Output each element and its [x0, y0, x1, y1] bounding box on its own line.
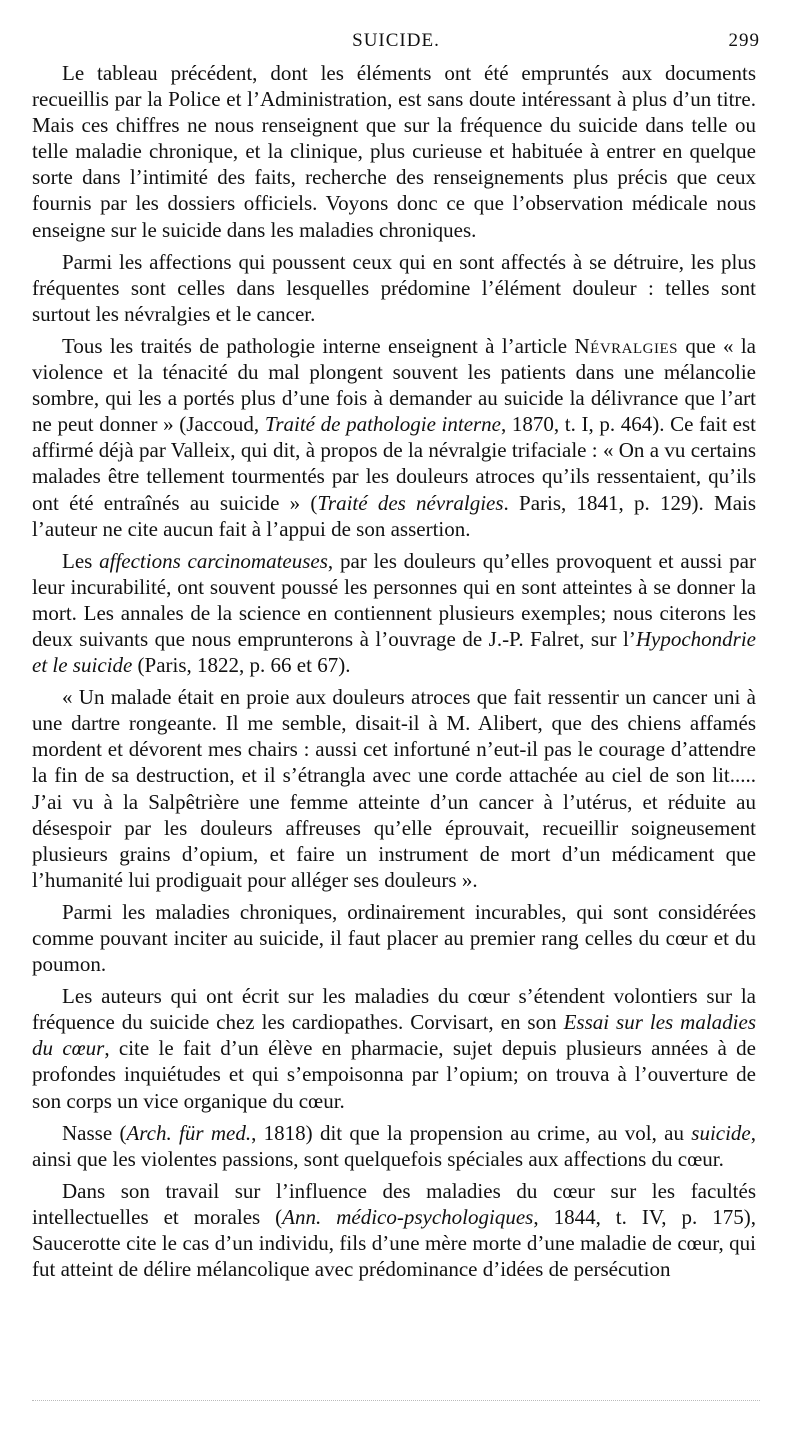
bottom-scan-artifact	[32, 1400, 760, 1405]
paragraph-6: Parmi les maladies chroniques, ordinairement incurables, qui sont considérées comme pouvant inciter au suicide, il faut placer au premier rang celles du cœur et du poumon.	[32, 899, 756, 977]
p8-term-suicide: suicide	[691, 1120, 751, 1145]
paragraph-9	[32, 1178, 756, 1282]
paragraph-5-quotation: « Un malade était en proie aux douleurs atroces que fait ressentir un cancer uni à une dartre rongeante. Il me semble, disait-il à M. Alibert, que des chiens affamés mordent et dévorent mes chairs : aussi cet infortuné n’eut-il pas le courage d’attendre la fin de sa destruction, et il s’étrangla avec une corde attachée au ciel de son lit..... J’ai vu à la Salpêtrière une femme atteinte d’un cancer à l’utérus, et réduite au désespoir par les douleurs affreuses qu’elle éprouvait, recueillir soigneusement plusieurs grains d’opium, et faire un instrument de mort d’un médicament que l’humanité lui prodiguait pour alléger ses douleurs ».	[32, 685, 756, 892]
p4-text-a: Les	[62, 548, 100, 573]
p8-text-c: , 1818) dit que la propension au crime, au vol, au	[251, 1120, 692, 1145]
p4-term-carcinomateuses: affections carcinomateuses	[99, 548, 328, 573]
p7-book-title-corvisart: Essai sur les maladies du cœur	[32, 1010, 756, 1061]
p3-text-g: . Paris, 1841, p. 129). Mais l’auteur ne cite aucun fait à l’appui de son assertion.	[32, 490, 757, 541]
p3-book-title-valleix: Traité des névralgies	[317, 490, 504, 515]
paragraph-2: Parmi les affections qui poussent ceux qui en sont affectés à se détruire, les plus fréquentes sont celles dans lesquelles prédomine l’élément douleur : telles sont surtout les névralgies et le cancer.	[32, 249, 756, 326]
p9-journal-title: Ann. médico-psychologiques	[282, 1204, 534, 1229]
p9-text-c: , 1844, t. IV, p. 175), Saucerotte cite le cas d’un individu, fils d’une mère morte d’une maladie de cœur, qui fut atteint de délire mélancolique avec prédominance d’idées de persécution	[32, 1204, 756, 1282]
paragraph-3	[32, 333, 756, 542]
paragraph-4	[32, 548, 756, 678]
p8-text-e: , ainsi que les violentes passions, sont quelquefois spéciales aux affections du cœur.	[32, 1120, 756, 1171]
p7-text-a: Les auteurs qui ont écrit sur les maladies du cœur s’étendent volontiers sur la fréquence du suicide chez les cardiopathes. Corvisart, en son	[32, 984, 756, 1035]
p4-text-e: (Paris, 1822, p. 66 et 67).	[132, 653, 351, 678]
p3-text-a: Tous les traités de pathologie interne enseignent à l’article	[62, 333, 575, 358]
paragraph-1: Le tableau précédent, dont les éléments ont été empruntés aux documents recueillis par la Police et l’Administration, est sans doute intéressant à plus d’un titre. Mais ces chiffres ne nous renseignent que sur la fréquence du suicide dans telle ou telle maladie chronique, et la clinique, plus curieuse et habituée à entrer en quelque sorte dans l’intimité des faits, recherche des renseignements plus précis que ceux fournis par les dossiers officiels. Voyons donc ce que l’observation médicale nous enseigne sur le suicide dans les maladies chroniques.	[32, 61, 756, 242]
p3-text-e: , 1870, t. I, p. 464). Ce fait est affirmé déjà par Valleix, qui dit, à propos de la névralgie trifaciale : « On a vu certains malades être tellement tourmentés par les douleurs atroces qu’ils ressentaient, qu’ils ont été entraînés au suicide » (	[32, 412, 756, 515]
p4-text-c: , par les douleurs qu’elles provoquent et aussi par leur incurabilité, ont souvent poussé les personnes qui en sont atteintes à se donner la mort. Les annales de la science en contiennent plusieurs exemples; nous citerons les deux suivants que nous emprunterons à l’ouvrage de J.-P. Falret, sur l’	[32, 548, 756, 651]
running-header	[32, 30, 760, 56]
p7-text-c: , cite le fait d’un élève en pharmacie, sujet depuis plusieurs années à de profondes inquiétudes et qui s’empoisonna par l’opium; on trouva à l’ouverture de son corps un vice organique du cœur.	[32, 1036, 757, 1113]
p3-text-c: que « la violence et la ténacité du mal plongent souvent les patients dans une mélancolie sombre, qui les a portés plus d’une fois à demander au suicide la délivrance que l’art ne peut donner » (Jaccoud,	[32, 333, 756, 437]
p8-text-a: Nasse (	[62, 1120, 127, 1145]
body-text	[32, 60, 756, 1288]
p8-journal-title: Arch. für med.	[126, 1120, 252, 1145]
p9-text-a: Dans son travail sur l’influence des maladies du cœur sur les facultés intellectuelles et morales (	[32, 1178, 756, 1229]
paragraph-8	[32, 1120, 756, 1172]
p3-term-nevralgies: Névralgies	[574, 333, 678, 358]
running-title: SUICIDE.	[352, 30, 440, 51]
p3-book-title-jaccoud: Traité de pathologie interne	[264, 412, 502, 437]
paragraph-7	[32, 983, 756, 1113]
p4-book-title-falret: Hypochondrie et le suicide	[32, 626, 756, 678]
page-number: 299	[728, 30, 760, 51]
